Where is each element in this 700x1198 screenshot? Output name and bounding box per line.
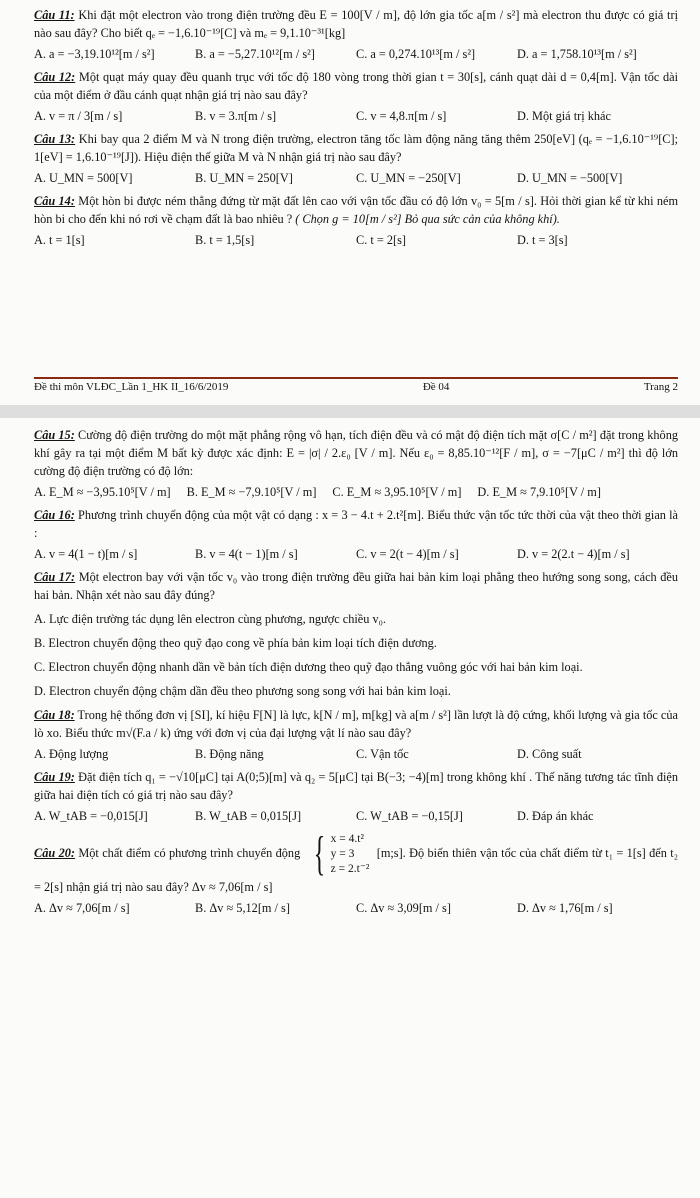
answer-options xyxy=(34,169,678,187)
option-a: A. v = 4(1 − t)[m / s] xyxy=(34,547,138,561)
question-label: Câu 18: xyxy=(34,708,75,722)
question-19 xyxy=(34,768,678,804)
answer-options xyxy=(34,107,678,125)
option-c: C. v = 4,8.π[m / s] xyxy=(356,109,447,123)
option-a: A. W_tAB = −0,015[J] xyxy=(34,809,148,823)
option-d: D. E_M ≈ 7,9.10⁵[V / m] xyxy=(477,485,601,499)
exam-page-3 xyxy=(0,418,700,1198)
question-text: Phương trình chuyển động của một vật có dạng : x = 3 − 4.t + 2.t²[m]. Biểu thức vận tốc tức thời của vật theo thời gian là : xyxy=(34,508,679,540)
question-12 xyxy=(34,68,678,104)
question-20 xyxy=(34,827,678,896)
question-16 xyxy=(34,506,678,542)
question-text: Cường độ điện trường do một mặt phẳng rộng vô hạn, tích điện đều và có mật độ điện tích mặt σ[C / m²] đặt trong không khí gây ra tại một điểm M bất kỳ được xác định: E = |σ| / 2.ε₀ [V / m]. Nếu ε₀ = 8,85.10⁻¹²[F / m], σ = −7[μC / m²] thì độ lớn cường độ điện trường có độ lớn: xyxy=(34,428,678,478)
option-d: D. Δv ≈ 1,76[m / s] xyxy=(517,901,613,915)
question-label: Câu 13: xyxy=(34,132,76,146)
question-label: Câu 14: xyxy=(34,194,75,208)
footer-exam-info: Đề thi môn VLĐC_Lần 1_HK II_16/6/2019 xyxy=(34,381,229,393)
answer-options xyxy=(34,899,678,917)
option-b: B. W_tAB = 0,015[J] xyxy=(195,809,302,823)
option-c: C. W_tAB = −0,15[J] xyxy=(356,809,463,823)
option-a: A. Δv ≈ 7,06[m / s] xyxy=(34,901,130,915)
question-text: Đặt điện tích q₁ = −√10[μC] tại A(0;5)[m] và q₂ = 5[μC] tại B(−3; −4)[m] trong không khí . Thế năng tương tác tĩnh điện giữa hai điện tích có giá trị nào sau đây? xyxy=(34,770,679,802)
question-label: Câu 16: xyxy=(34,508,75,522)
option-b: B. v = 4(t − 1)[m / s] xyxy=(195,547,298,561)
footer-exam-code: Đề 04 xyxy=(422,381,450,393)
answer-options xyxy=(34,745,678,763)
option-c: C. Electron chuyển động nhanh dần về bản tích điện dương theo quỹ đạo thẳng vuông góc với hai bản kim loại. xyxy=(34,660,583,674)
option-d: D. v = 2(2.t − 4)[m / s] xyxy=(517,547,630,561)
question-label: Câu 12: xyxy=(34,70,76,84)
answer-options xyxy=(34,45,678,63)
footer-divider xyxy=(34,377,678,379)
option-a: A. U_MN = 500[V] xyxy=(34,171,133,185)
question-17 xyxy=(34,568,678,604)
equation-z: z = 2.t⁻² xyxy=(330,862,370,875)
option-b: B. Electron chuyển động theo quỹ đạo cong về phía bản kim loại tích điện dương. xyxy=(34,636,437,650)
option-b: B. v = 3.π[m / s] xyxy=(195,109,277,123)
option-a: A. a = −3,19.10¹²[m / s²] xyxy=(34,47,155,61)
option-b: B. E_M ≈ −7,9.10⁵[V / m] xyxy=(186,485,317,499)
option-c: C. Δv ≈ 3,09[m / s] xyxy=(356,901,451,915)
answer-options xyxy=(34,545,678,563)
question-15 xyxy=(34,426,678,480)
question-label: Câu 20: xyxy=(34,845,75,860)
question-text: Một electron bay với vận tốc v₀ vào trong điện trường đều giữa hai bản kim loại phẳng theo hướng song song, cách đều hai bản. Nhận xét nào sau đây đúng? xyxy=(34,570,678,602)
option-d: D. Một giá trị khác xyxy=(517,109,611,123)
question-label: Câu 15: xyxy=(34,428,75,442)
option-d: D. a = 1,758.10¹³[m / s²] xyxy=(517,47,637,61)
option-d: D. Công suất xyxy=(517,747,582,761)
page-gap xyxy=(0,405,700,418)
question-14 xyxy=(34,192,678,228)
option-a: A. v = π / 3[m / s] xyxy=(34,109,123,123)
question-text-continued: [m;s]. Độ biến thiên vận tốc của chất điểm từ t₁ = 1[s] đến t₂ = 2[s] nhận giá trị nào sau đây? Δv ≈ 7,06[m / s] xyxy=(34,845,678,894)
answer-options xyxy=(34,807,678,825)
question-text: Khi bay qua 2 điểm M và N trong điện trường, electron tăng tốc làm động năng tăng thêm 250[eV] (qₑ = −1,6.10⁻¹⁹[C]; 1[eV] = 1,6.10⁻¹⁹[J]). Hiệu điện thế giữa M và N nhận giá trị nào sau đây? xyxy=(34,132,678,164)
option-d: D. U_MN = −500[V] xyxy=(517,171,623,185)
option-a: A. t = 1[s] xyxy=(34,233,85,247)
question-text: Một hòn bi được ném thẳng đứng từ mặt đất lên cao với vận tốc đầu có độ lớn v₀ = 5[m / s]. Hỏi thời gian kể từ khi ném hòn bi cho đến khi nó rơi về chạm đất là bao nhiêu ? xyxy=(34,194,679,226)
option-c: C. U_MN = −250[V] xyxy=(356,171,461,185)
question-label: Câu 11: xyxy=(34,8,75,22)
exam-page-2 xyxy=(0,0,700,405)
option-d: D. t = 3[s] xyxy=(517,233,568,247)
option-b: B. a = −5,27.10¹²[m / s²] xyxy=(195,47,315,61)
page-footer xyxy=(34,381,678,393)
option-a: A. Lực điện trường tác dụng lên electron cùng phương, ngược chiều v₀. xyxy=(34,612,386,626)
footer-page-number: Trang 2 xyxy=(643,381,678,393)
option-d: D. Đáp án khác xyxy=(517,809,594,823)
option-c: C. a = 0,274.10¹³[m / s²] xyxy=(356,47,476,61)
question-18 xyxy=(34,706,678,742)
option-b: B. Δv ≈ 5,12[m / s] xyxy=(195,901,290,915)
question-text: Trong hệ thống đơn vị [SI], kí hiệu F[N] là lực, k[N / m], m[kg] và a[m / s²] lần lượt là độ cứng, khối lượng và gia tốc của lò xo. Biểu thức m√(F.a / k) ứng với đơn vị của đại lượng vật lí nào sau đây? xyxy=(34,708,679,740)
question-label: Câu 19: xyxy=(34,770,75,784)
option-b: B. U_MN = 250[V] xyxy=(195,171,293,185)
question-text: Khi đặt một electron vào trong điện trường đều E = 100[V / m], độ lớn gia tốc a[m / s²] mà electron thu được có giá trị nào sau đây? Cho biết qₑ = −1,6.10⁻¹⁹[C] và mₑ = 9,1.10⁻³¹[kg] xyxy=(34,8,678,40)
question-text: Một chất điểm có phương trình chuyển động xyxy=(78,845,301,860)
question-text: Một quạt máy quay đều quanh trục với tốc độ 180 vòng trong thời gian t = 30[s], cánh quạt dài d = 0,4[m]. Vận tốc dài của một điểm ở đầu cánh quạt nhận giá trị nào sau đây? xyxy=(34,70,679,102)
option-a: A. E_M ≈ −3,95.10⁵[V / m] xyxy=(34,485,171,499)
option-c: C. v = 2(t − 4)[m / s] xyxy=(356,547,459,561)
question-label: Câu 17: xyxy=(34,570,76,584)
equation-x: x = 4.t² xyxy=(330,832,364,845)
answer-options xyxy=(34,231,678,249)
brace-icon: { xyxy=(313,827,325,880)
question-13 xyxy=(34,130,678,166)
option-c: C. Vận tốc xyxy=(356,747,409,761)
equation-system xyxy=(308,827,370,880)
option-c: C. t = 2[s] xyxy=(356,233,406,247)
question-note: ( Chọn g = 10[m / s²] Bỏ qua sức cản của không khí). xyxy=(295,212,560,226)
option-b: B. Động năng xyxy=(195,747,264,761)
option-b: B. t = 1,5[s] xyxy=(195,233,255,247)
option-c: C. E_M ≈ 3,95.10⁵[V / m] xyxy=(332,485,462,499)
equation-y: y = 3 xyxy=(330,847,355,860)
option-a: A. Động lượng xyxy=(34,747,109,761)
question-11 xyxy=(34,6,678,42)
option-d: D. Electron chuyển động chậm dần đều theo phương song song với hai bản kim loại. xyxy=(34,684,451,698)
answer-options xyxy=(34,483,678,501)
